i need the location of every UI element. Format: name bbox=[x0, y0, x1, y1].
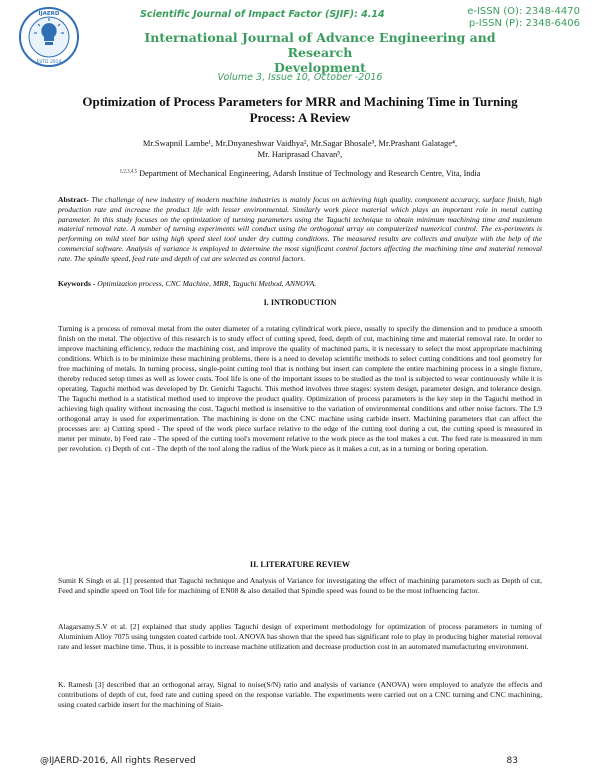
department: $^{1,2,3,4,5}$ Department of Mechanical Engineering, Adarsh Institue of Technology and Research Centre, Vita, India bbox=[119, 169, 481, 178]
sjif-label: Scientific Journal of Impact Factor (SJIF): 4.14 bbox=[140, 9, 385, 20]
abstract: Abstract- The challenge of new industry of modern machine industries is mainly focus on achieving high quality, component accuracy, surface finish, high production rate and increase the product life with lesser environmental. Similarly work piece material which plays an important role in metal cutting parameter. In this study focuses on the optimization of turning parameters using the Taguchi technique to obtain minimum machining time and maximum material removal rate. A number of turning experiments will conduct using the orthogonal array on computerized numerical control. The ex-periments is performing on mild steel bar using high speed steel tool under dry cutting conditions. The measured results are collects and analyze with the help of the commercial software. Analysis of variance is employed to determine the most significant control factors affecting the machining time and material removal rate. The spindle speed, feed rate and depth of cut are selected as control factors. bbox=[58, 195, 542, 263]
eissn: e-ISSN (O): 2348-4470 bbox=[467, 6, 580, 17]
page-number: 83 bbox=[506, 756, 518, 766]
journal-logo bbox=[18, 6, 80, 68]
lit-paragraph-1: Sumit K Singh et al. [1] presented that Taguchi technique and Analysis of Variance for investigating the effect of machining parameters such as Depth of cut, Feed and spindle speed on Tool life for machining of EN08 & also detailed that Spindle speed was found to be the most influencing factor. bbox=[58, 576, 542, 595]
keywords: Keywords - Optimization process, CNC Machine, MRR, Taguchi Method, ANNOVA. bbox=[58, 279, 317, 288]
intro-paragraph: Turning is a process of removal metal from the outer diameter of a rotating cylindrical work piece, usually to specify the dimension and to produce a smooth finish on the metal. The objective of this research is to study effect of cutting speed, feed, depth of cut, machining time and material removal rate. In order to improve machining efficiency, reduce the machining cost, and improve the quality of machined parts, it is necessary to select the most appropriate machining conditions. Which is to be minimize these machining problems, there is a need to develop scientific methods to select cutting conditions and tool geometry for free machining of metals. In turning process, single-point cutting tool that is nothing but insert can complete the entire machining process in a single fixture, thereby reduced setup times as well as lower costs. Tool life is one of the important issues to be studied as the tool is subjected to wear continuously while it is operating. Taguchi method was developed by Dr. Genichi Taguchi. This method involves three stages: system design, parameter design, and tolerance design. The Taguchi method is a statistical method used to improve the product quality. Optimization of process parameters is the key step in the Taguchi method in achieving high quality without increasing the cost. Taguchi method is insensitive to the variation of environmental conditions and other noise factors. The L9 orthogonal array is used for experimentation. The machining is done on the CNC machine using carbide insert. Machining parameters that can affect the processes are: a) Cutting speed - The speed of the work piece surface relative to the edge of the cutting tool during a cut, the cutting speed is measured in meter per minute, b) Feed rate - The speed of the cutting tool's movement relative to the work piece as the tool makes a cut. The feed rate is measured in mm per revolution. c) Depth of cut - The depth of the tool along the radius of the Work piece as it makes a cut, as in a turning or boring operation. bbox=[58, 324, 542, 453]
section-heading-literature: II. LITERATURE REVIEW bbox=[249, 560, 351, 569]
journal-title: International Journal of Advance Engineering and Research Development bbox=[144, 30, 496, 75]
lit-paragraph-2: Alagarsamy.S.V et al. [2] explained that study applies Taguchi design of experiment methodology for optimization of process parameters in turning of Aluminium Alloy 7075 using tungsten coated carbide tool. ANOVA has shown that the speed has significant role to play in producing higher material removal rate and lesser machine time. Thus, it is possible to increase machine utilization and decrease production cost in an automated manufacturing environment. bbox=[58, 622, 542, 651]
volume-issue: Volume 3, Issue 10, October -2016 bbox=[217, 72, 383, 83]
lit-paragraph-3: K. Ramesh [3] described that an orthogonal array, Signal to noise(S/N) ratio and analysis of variance (ANOVA) were employed to analyze the effects and contributions of depth of cut, feed rate and cutting speed on the response variable. The experiments were carried out on a CNC turning and CNC machining, using coated carbide insert for the machining of Stain- bbox=[58, 680, 542, 709]
svg-text:IJAERD: IJAERD bbox=[38, 11, 60, 17]
section-heading-introduction: I. INTRODUCTION bbox=[263, 298, 337, 307]
footer-copyright: @IJAERD-2016, All rights Reserved bbox=[40, 756, 196, 766]
authors: Mr.Swapnil Lambe¹, Mr.Dnyaneshwar Vaidhya², Mr.Sagar Bhosale³, Mr.Prashant Galatage⁴, Mr. Hariprasad Chavan⁵, bbox=[142, 138, 458, 159]
pissn: p-ISSN (P): 2348-6406 bbox=[468, 18, 580, 29]
paper-title: Optimization of Process Parameters for MRR and Machining Time in Turning Process: A Review bbox=[82, 94, 518, 125]
svg-text:ESTD 2014: ESTD 2014 bbox=[36, 60, 62, 65]
